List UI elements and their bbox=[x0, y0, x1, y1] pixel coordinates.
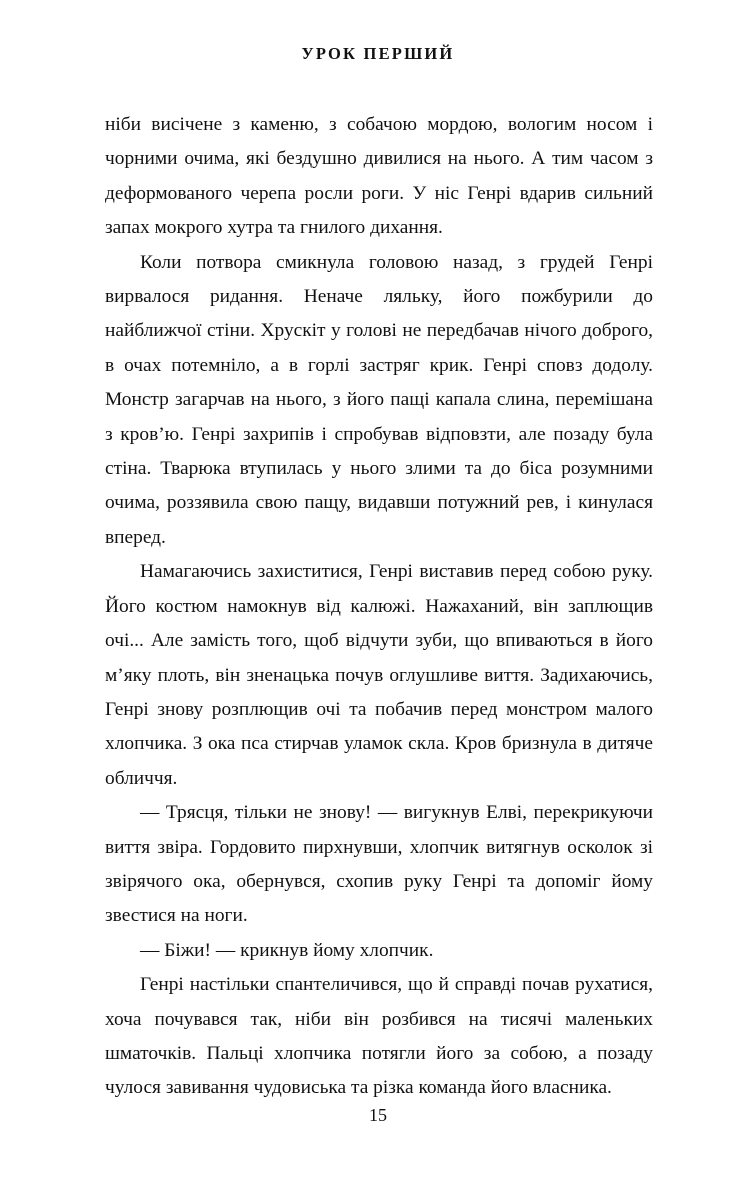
paragraph: — Біжи! — крикнув йому хлопчик. bbox=[140, 939, 434, 961]
page-number: 15 bbox=[369, 1105, 387, 1125]
paragraph: — Трясця, тільки не знову! — вигукнув Елві, перекрикуючи виття звіра. Гордовито пирхнувши, хлопчик витягнув осколок зі звірячого ока, обернувся, схопив руку Генрі та допоміг йому звестися на ноги. bbox=[105, 802, 653, 927]
body-text bbox=[105, 108, 653, 1106]
paragraph: Намагаючись захиститися, Генрі виставив перед собою руку. Його костюм намокнув від калюжі. Нажаханий, він заплющив очі... Але замість того, щоб відчути зуби, що впиваються в його м’яку плоть, він зненацька почув оглушливе виття. Задихаючись, Генрі знову розплющив очі та побачив перед монстром малого хлопчика. З ока пса стирчав уламок скла. Кров бризнула в дитяче обличчя. bbox=[105, 561, 653, 789]
paragraph: Генрі настільки спантеличився, що й справді почав рухатися, хоча почувався так, ніби він розбився на тисячі маленьких шматочків. Пальці хлопчика потягли його за собою, а позаду чулося завивання чудовиська та різка команда його власника. bbox=[105, 974, 653, 1099]
paragraph: Коли потвора смикнула головою назад, з грудей Генрі вирвалося ридання. Неначе ляльку, його пожбурили до найближчої стіни. Хрускіт у голові не передбачав нічого доброго, в очах потемніло, а в горлі застряг крик. Генрі сповз додолу. Монстр загарчав на нього, з його пащі капала слина, перемішана з кров’ю. Генрі захрипів і спробував відповзти, але позаду була стіна. Тварюка втупилась у нього злими та до біса розумними очима, роззявила свою пащу, видавши потужний рев, і кинулася вперед. bbox=[105, 251, 653, 548]
running-head: УРОК ПЕРШИЙ bbox=[301, 44, 455, 63]
paragraph: ніби висічене з каменю, з собачою мордою, вологим носом і чорними очима, які бездушно дивилися на нього. А тим часом з деформованого черепа росли роги. У ніс Генрі вдарив сильний запах мокрого хутра та гнилого дихання. bbox=[105, 114, 653, 239]
